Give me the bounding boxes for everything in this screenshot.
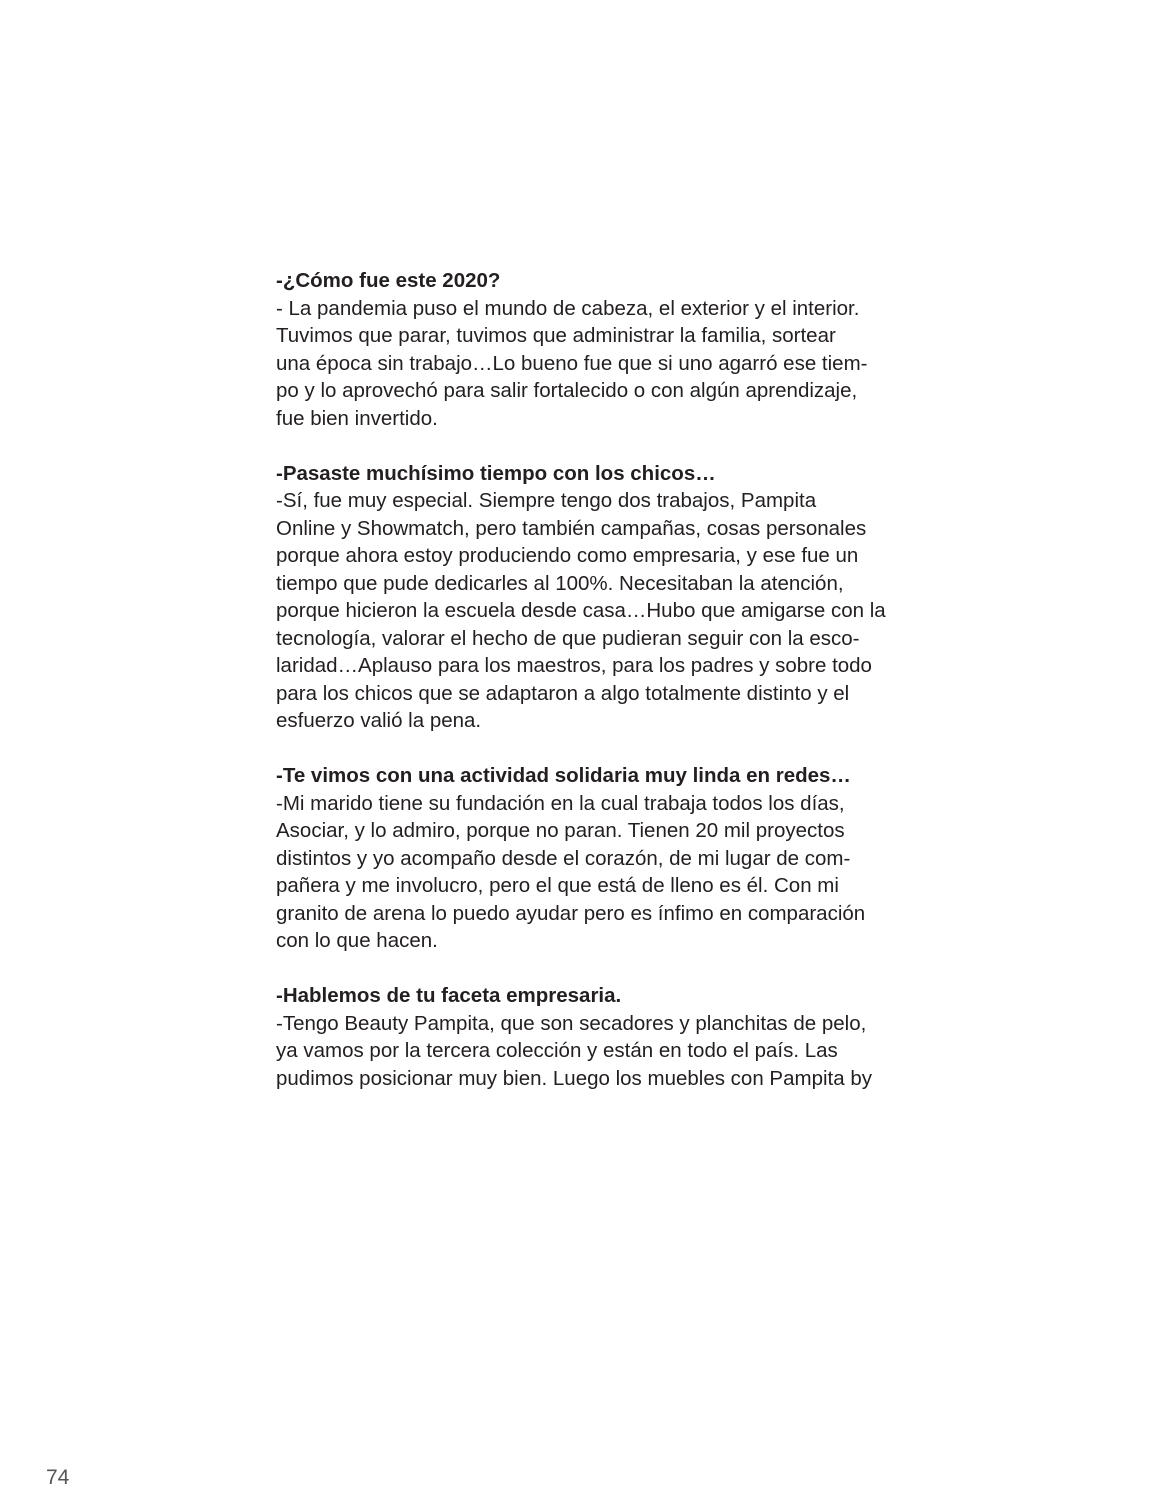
answer-line: pudimos posicionar muy bien. Luego los muebles con Pampita by (276, 1066, 872, 1090)
article-body (276, 267, 896, 1120)
answer-line: -Tengo Beauty Pampita, que son secadores y planchitas de pelo, (276, 1011, 867, 1035)
answer-line: po y lo aprovechó para salir fortalecido o con algún aprendizaje, (276, 379, 858, 402)
interview-question: -Hablemos de tu faceta empresaria. (276, 984, 622, 1007)
answer-line: - La pandemia puso el mundo de cabeza, el exterior y el interior. (276, 296, 860, 320)
answer-line: Online y Showmatch, pero también campañas, cosas personales (276, 516, 867, 540)
qa-block (276, 460, 896, 735)
answer-line: una época sin trabajo…Lo bueno fue que si uno agarró ese tiem- (276, 351, 868, 375)
answer-line: tiempo que pude dedicarles al 100%. Necesitaban la atención, (276, 571, 844, 595)
answer-line: -Sí, fue muy especial. Siempre tengo dos trabajos, Pampita (276, 489, 817, 512)
interview-question: -¿Cómo fue este 2020? (276, 269, 501, 292)
answer-line: granito de arena lo puedo ayudar pero es ínfimo en comparación (276, 901, 866, 925)
answer-line: porque hicieron la escuela desde casa…Hubo que amigarse con la (276, 599, 886, 622)
answer-line: ya vamos por la tercera colección y están en todo el país. Las (276, 1039, 838, 1062)
qa-block (276, 982, 896, 1092)
answer-line: tecnología, valorar el hecho de que pudieran seguir con la esco- (276, 626, 860, 650)
answer-line: Asociar, y lo admiro, porque no paran. Tienen 20 mil proyectos (276, 819, 845, 842)
answer-line: Tuvimos que parar, tuvimos que administrar la familia, sortear (276, 324, 836, 347)
answer-line: fue bien invertido. (276, 406, 438, 430)
answer-line: pañera y me involucro, pero el que está de lleno es él. Con mi (276, 874, 839, 897)
answer-line: porque ahora estoy produciendo como empresaria, y ese fue un (276, 544, 859, 567)
answer-line: distintos y yo acompaño desde el corazón, de mi lugar de com- (276, 846, 851, 870)
answer-line: para los chicos que se adaptaron a algo totalmente distinto y el (276, 681, 850, 705)
answer-line: esfuerzo valió la pena. (276, 709, 482, 732)
answer-line: -Mi marido tiene su fundación en la cual trabaja todos los días, (276, 791, 845, 815)
answer-line: laridad…Aplauso para los maestros, para los padres y sobre todo (276, 654, 872, 677)
interview-question: -Pasaste muchísimo tiempo con los chicos… (276, 461, 716, 485)
qa-block (276, 267, 896, 432)
interview-question: -Te vimos con una actividad solidaria muy linda en redes… (276, 764, 851, 787)
answer-line: con lo que hacen. (276, 929, 438, 952)
qa-block (276, 762, 896, 955)
page-number: 74 (46, 1466, 70, 1489)
